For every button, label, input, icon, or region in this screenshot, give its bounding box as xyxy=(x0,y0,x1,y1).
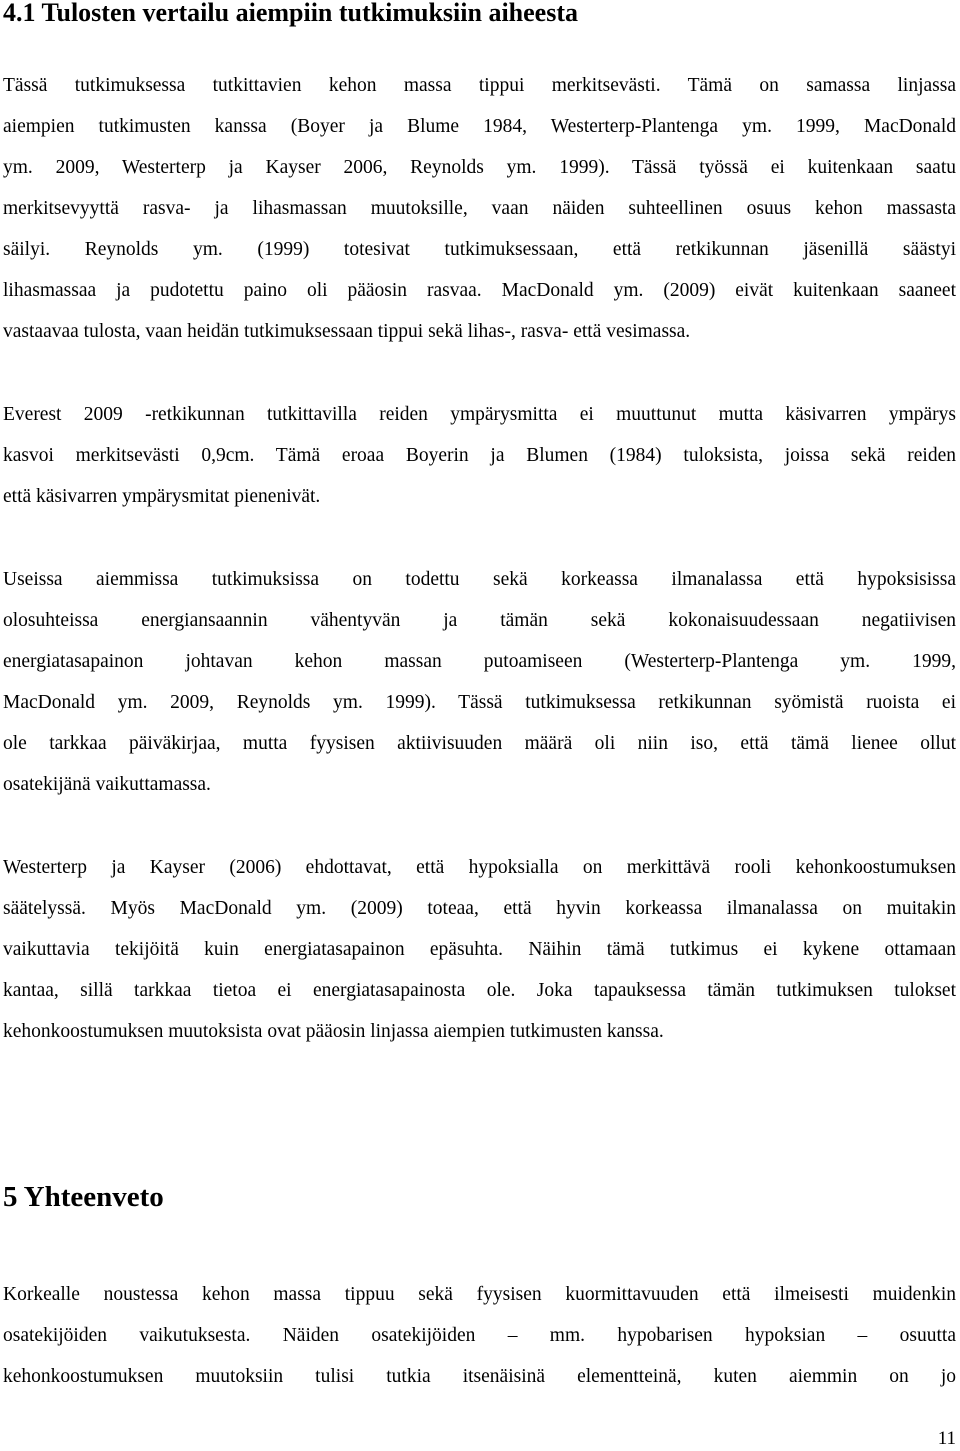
text-line: osatekijöiden vaikutuksesta. Näiden osatekijöiden – mm. hypobarisen hypoksian – osuutta xyxy=(3,1325,956,1346)
text-line: Useissa aiemmissa tutkimuksissa on todettu sekä korkeassa ilmanalassa että hypoksisissa xyxy=(3,569,956,590)
text-line: Korkealle noustessa kehon massa tippuu sekä fyysisen kuormittavuuden että ilmeisesti muidenkin xyxy=(3,1284,956,1305)
text-line: että käsivarren ympärysmitat pienenivät. xyxy=(3,486,321,507)
chapter-heading: 5 Yhteenveto xyxy=(3,1181,164,1213)
paragraph xyxy=(3,1274,956,1397)
text-line: kehonkoostumuksen muutoksista ovat pääosin linjassa aiempien tutkimusten kanssa. xyxy=(3,1021,664,1042)
paragraph xyxy=(3,394,956,517)
text-line: aiempien tutkimusten kanssa (Boyer ja Blume 1984, Westerterp-Plantenga ym. 1999, MacDonald xyxy=(3,116,956,137)
text-line: vaikuttavia tekijöitä kuin energiatasapainon epäsuhta. Näihin tämä tutkimus ei kykene ottamaan xyxy=(3,939,956,960)
text-line: ym. 2009, Westerterp ja Kayser 2006, Reynolds ym. 1999). Tässä työssä ei kuitenkaan saatu xyxy=(3,157,956,178)
text-line: merkitsevyyttä rasva- ja lihasmassan muutoksille, vaan näiden suhteellinen osuus kehon massasta xyxy=(3,198,956,219)
text-line: energiatasapainon johtavan kehon massan putoamiseen (Westerterp-Plantenga ym. 1999, xyxy=(3,651,956,672)
text-line: säilyi. Reynolds ym. (1999) totesivat tutkimuksessaan, että retkikunnan jäsenillä säästyi xyxy=(3,239,956,260)
text-line: MacDonald ym. 2009, Reynolds ym. 1999). Tässä tutkimuksessa retkikunnan syömistä ruoista ei xyxy=(3,692,956,713)
paragraph xyxy=(3,559,956,805)
text-line: Westerterp ja Kayser (2006) ehdottavat, että hypoksialla on merkittävä rooli kehonkoostumuksen xyxy=(3,857,956,878)
paragraph xyxy=(3,847,956,1052)
text-line: kehonkoostumuksen muutoksiin tulisi tutkia itsenäisinä elementteinä, kuten aiemmin on jo xyxy=(3,1366,956,1387)
text-line: säätelyssä. Myös MacDonald ym. (2009) toteaa, että hyvin korkeassa ilmanalassa on muitakin xyxy=(3,898,956,919)
page-number: 11 xyxy=(937,1428,956,1449)
section-heading: 4.1 Tulosten vertailu aiempiin tutkimuksiin aiheesta xyxy=(3,0,578,27)
text-line: kantaa, sillä tarkkaa tietoa ei energiatasapainosta ole. Joka tapauksessa tämän tutkimuksen tulokset xyxy=(3,980,956,1001)
text-line: Tässä tutkimuksessa tutkittavien kehon massa tippui merkitsevästi. Tämä on samassa linjassa xyxy=(3,75,956,96)
text-line: osatekijänä vaikuttamassa. xyxy=(3,774,211,795)
text-line: Everest 2009 -retkikunnan tutkittavilla reiden ympärysmitta ei muuttunut mutta käsivarren ympärys xyxy=(3,404,956,425)
text-line: olosuhteissa energiansaannin vähentyvän ja tämän sekä kokonaisuudessaan negatiivisen xyxy=(3,610,956,631)
text-line: vastaavaa tulosta, vaan heidän tutkimuksessaan tippui sekä lihas-, rasva- että vesimassa. xyxy=(3,321,691,342)
text-line: kasvoi merkitsevästi 0,9cm. Tämä eroaa Boyerin ja Blumen (1984) tuloksista, joissa sekä reiden xyxy=(3,445,956,466)
paragraph xyxy=(3,65,956,352)
text-line: lihasmassaa ja pudotettu paino oli pääosin rasvaa. MacDonald ym. (2009) eivät kuitenkaan saaneet xyxy=(3,280,956,301)
text-line: ole tarkkaa päiväkirjaa, mutta fyysisen aktiivisuuden määrä oli niin iso, että tämä lienee ollut xyxy=(3,733,956,754)
